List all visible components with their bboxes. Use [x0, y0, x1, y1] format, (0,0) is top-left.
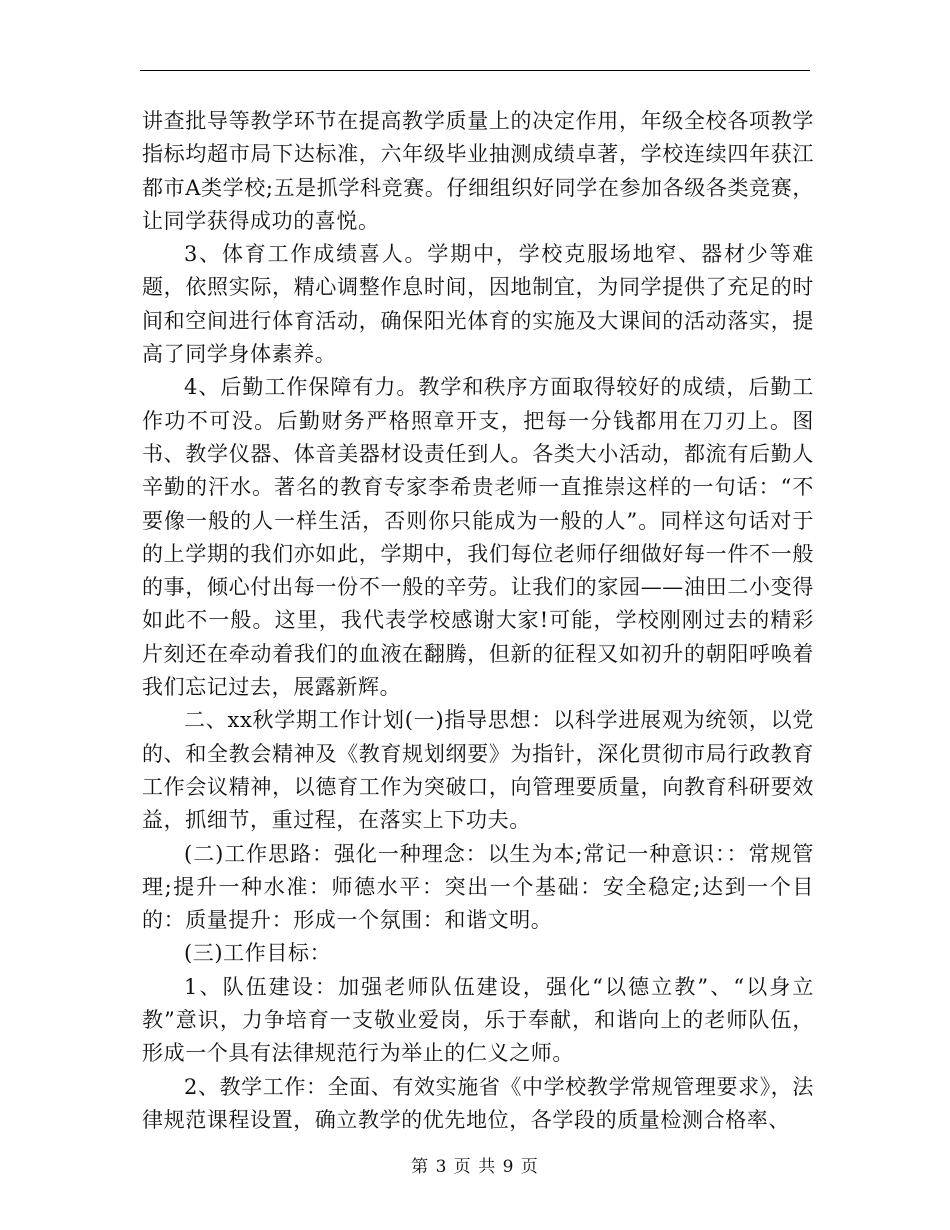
paragraph-6: (三)工作目标： [184, 941, 332, 966]
paragraph-2: 3、体育工作成绩喜人。学期中，学校克服场地窄、器材少等难题，依照实际，精心调整作息时间，因地制宜，为同学提供了充足的时间和空间进行体育活动，确保阳光体育的实施及大课间的活动落实，提高了同学身体素养。 [142, 242, 814, 367]
paragraph-8: 2、教学工作：全面、有效实施省《中学校教学常规管理要求》，法律规范课程设置，确立教学的优先地位，各学段的质量检测合格率、 [142, 1074, 814, 1132]
paragraph-7: 1、队伍建设：加强老师队伍建设，强化“以德立教”、“以身立教”意识，力争培育一支敬业爱岗，乐于奉献，和谐向上的老师队伍，形成一个具有法律规范行为举止的仁义之师。 [142, 974, 814, 1066]
page-number-footer: 第 3 页 共 9 页 [411, 1157, 539, 1177]
paragraph-3: 4、后勤工作保障有力。教学和秩序方面取得较好的成绩，后勤工作功不可没。后勤财务严格照章开支，把每一分钱都用在刀刃上。图书、教学仪器、体音美器材设责任到人。各类大小活动，都流有后勤人辛勤的汗水。著名的教育专家李希贵老师一直推崇这样的一句话：“不要像一般的人一样生活，否则你只能成为一般的人”。同样这句话对于的上学期的我们亦如此，学期中，我们每位老师仔细做好每一件不一般的事，倾心付出每一份不一般的辛劳。让我们的家园——油田二小变得如此不一般。这里，我代表学校感谢大家!可能，学校刚刚过去的精彩片刻还在牵动着我们的血液在翻腾，但新的征程又如初升的朝阳呼唤着我们忘记过去，展露新辉。 [142, 375, 814, 700]
paragraph-4: 二、xx秋学期工作计划(一)指导思想：以科学进展观为统领，以党的、和全教会精神及《教育规划纲要》为指针，深化贯彻市局行政教育工作会议精神，以德育工作为突破口，向管理要质量，向教育科研要效益，抓细节，重过程，在落实上下功夫。 [142, 708, 814, 833]
document-body [142, 105, 814, 1137]
header-rule [140, 70, 810, 71]
paragraph-1: 讲查批导等教学环节在提高教学质量上的决定作用，年级全校各项教学指标均超市局下达标准，六年级毕业抽测成绩卓著，学校连续四年获江都市A类学校;五是抓学科竞赛。仔细组织好同学在参加各级各类竞赛，让同学获得成功的喜悦。 [142, 109, 814, 233]
paragraph-5: (二)工作思路：强化一种理念：以生为本;常记一种意识：：常规管理;提升一种水准：师德水平：突出一个基础：安全稳定;达到一个目的：质量提升：形成一个氛围：和谐文明。 [142, 841, 814, 933]
